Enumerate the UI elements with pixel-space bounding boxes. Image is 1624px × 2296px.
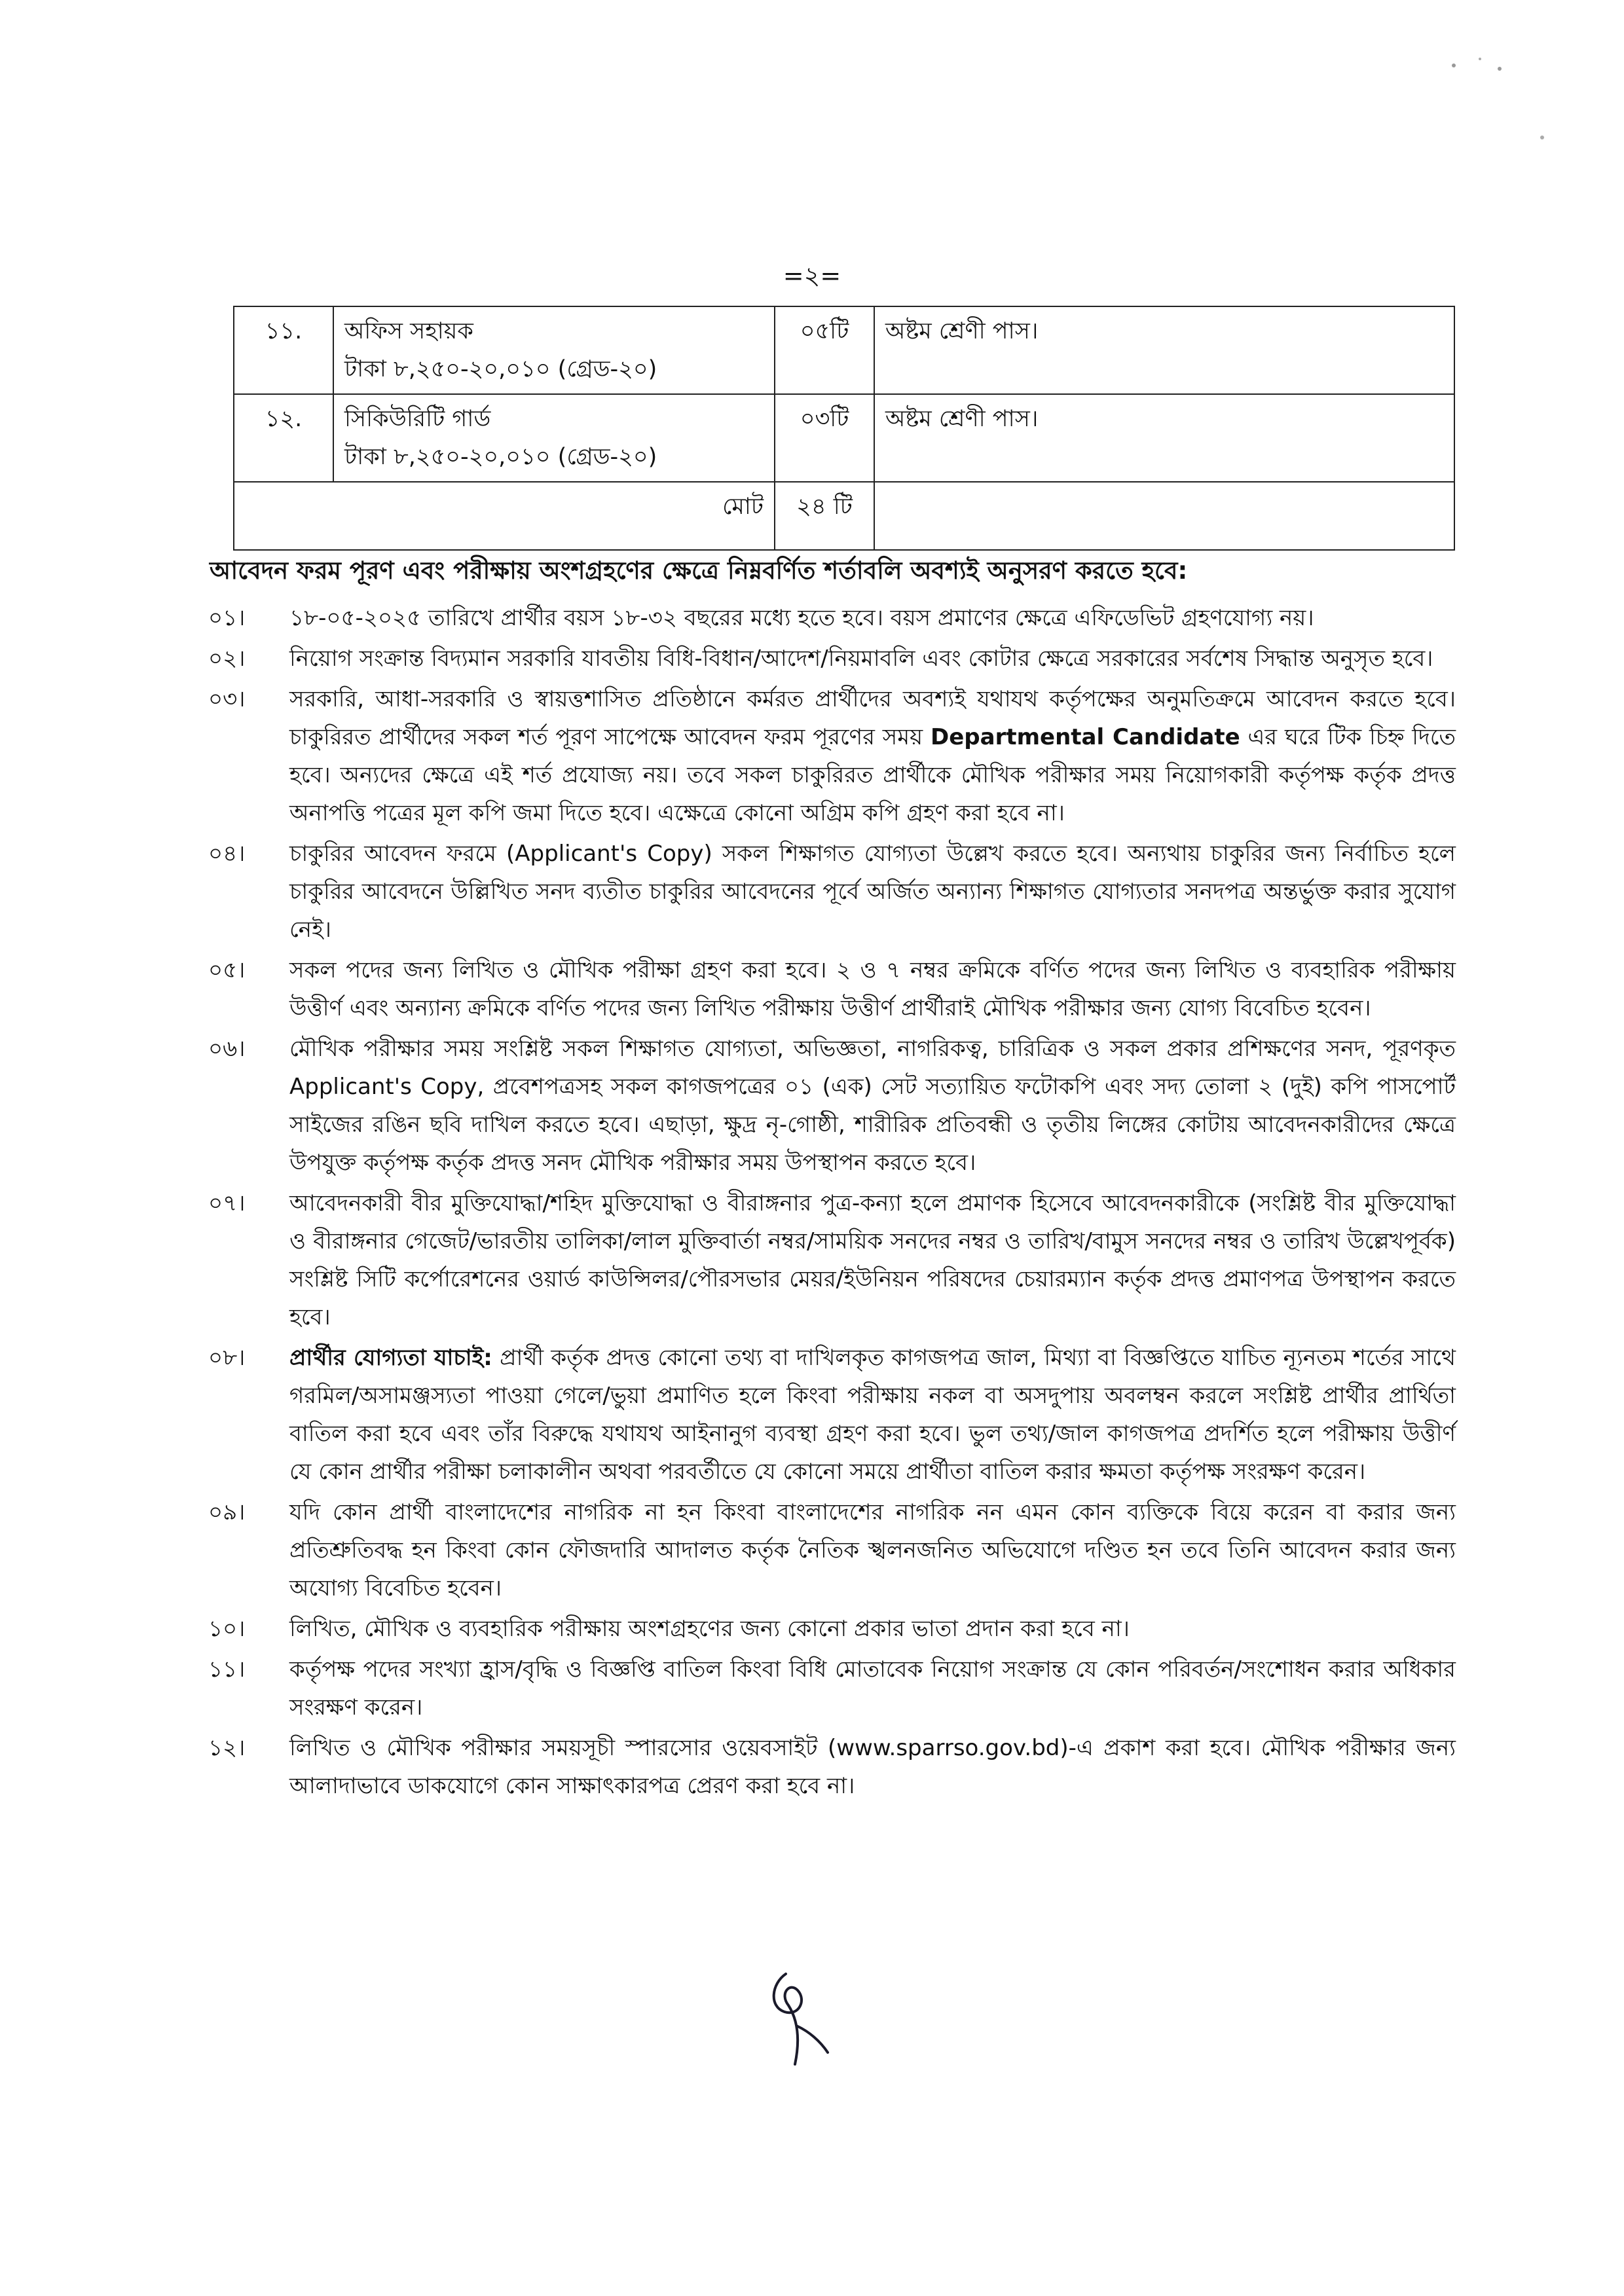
post-title: অফিস সহায়ক [344,318,473,344]
departmental-candidate-label: Departmental Candidate [931,724,1240,750]
condition-text: মৌখিক পরীক্ষার সময় সংশ্লিষ্ট সকল শিক্ষাগত যোগ্যতা, অভিজ্ঞতা, নাগরিকত্ব, চারিত্রিক ও সকল প্রকার প্রশিক্ষণের সনদ, পূরণকৃত Applicant's Copy, প্রবেশপত্রসহ সকল কাগজপত্রের ০১ (এক) সেট সত্যায়িত ফটোকপি এবং সদ্য তোলা ২ (দুই) কপি পাসপোর্ট সাইজের রঙিন ছবি দাখিল করতে হবে। এছাড়া, ক্ষুদ্র নৃ-গোষ্ঠী, শারীরিক প্রতিবন্ধী ও তৃতীয় লিঙ্গের কোটায় আবেদনকারীদের ক্ষেত্রে উপযুক্ত কর্তৃপক্ষ কর্তৃক প্রদত্ত সনদ মৌখিক পরীক্ষার সময় উপস্থাপন করতে হবে। [289,1036,1456,1176]
condition-item [208,835,1456,949]
post-pay-scale: টাকা ৮,২৫০-২০,০১০ (গ্রেড-২০) [344,356,657,382]
condition-text: সকল পদের জন্য লিখিত ও মৌখিক পরীক্ষা গ্রহণ করা হবে। ২ ও ৭ নম্বর ক্রমিকে বর্ণিত পদের জন্য লিখিত ও ব্যবহারিক পরীক্ষায় উত্তীর্ণ এবং অন্যান্য ক্রমিকে বর্ণিত পদের জন্য লিখিত পরীক্ষায় উত্তীর্ণ প্রার্থীরাই মৌখিক পরীক্ষার জন্য যোগ্য বিবেচিত হবেন। [289,957,1456,1021]
condition-item [208,1339,1456,1491]
post-serial: ১১. [234,306,333,394]
condition-number: ০৪। [208,841,246,867]
condition-number: ১০। [208,1616,246,1642]
condition-number: ০৬। [208,1036,246,1062]
post-pay-scale: টাকা ৮,২৫০-২০,০১০ (গ্রেড-২০) [344,444,657,470]
condition-item [208,1493,1456,1607]
condition-item [208,1184,1456,1336]
condition-number: ০১। [208,605,246,631]
condition-number: ০৩। [208,686,246,712]
condition-number: ০৯। [208,1499,246,1525]
condition-text: লিখিত, মৌখিক ও ব্যবহারিক পরীক্ষায় অংশগ্রহণের জন্য কোনো প্রকার ভাতা প্রদান করা হবে না। [289,1616,1130,1642]
post-cell [333,394,775,482]
condition-text: যদি কোন প্রার্থী বাংলাদেশের নাগরিক না হন কিংবা বাংলাদেশের নাগরিক নন এমন কোন ব্যক্তিকে বিয়ে করেন বা করার জন্য প্রতিশ্রুতিবদ্ধ হন কিংবা কোন ফৌজদারি আদালত কর্তৃক নৈতিক স্খলনজনিত অভিযোগে দণ্ডিত হন তবে তিনি আবেদন করার জন্য অযোগ্য বিবেচিত হবেন। [289,1499,1456,1601]
condition-item [208,1030,1456,1182]
condition-item [208,680,1456,832]
condition-text: চাকুরির আবেদন ফরমে (Applicant's Copy) সকল শিক্ষাগত যোগ্যতা উল্লেখ করতে হবে। অন্যথায় চাকুরির জন্য নির্বাচিত হলে চাকুরির আবেদনে উল্লিখিত সনদ ব্যতীত চাকুরির আবেদনের পূর্বে অর্জিত অন্যান্য শিক্ষাগত যোগ্যতার সনদপত্র অন্তর্ভুক্ত করার সুযোগ নেই। [289,841,1456,943]
condition-item [208,599,1456,637]
post-count: ০৩টি [775,394,874,482]
condition-number: ০৭। [208,1190,246,1216]
table-row [234,394,1454,482]
scan-specks [1441,39,1585,170]
post-cell [333,306,775,394]
condition-item [208,640,1456,678]
posts-table [233,306,1455,551]
post-qualification: অষ্টম শ্রেণী পাস। [874,394,1454,482]
condition-text [289,1339,1456,1491]
condition-item [208,1729,1456,1805]
condition-number: ১২। [208,1735,246,1761]
condition-number: ১১। [208,1656,246,1683]
post-title: সিকিউরিটি গার্ড [344,406,491,432]
condition-text: ১৮-০৫-২০২৫ তারিখে প্রার্থীর বয়স ১৮-৩২ বছরের মধ্যে হতে হবে। বয়স প্রমাণের ক্ষেত্রে এফিডেভিট গ্রহণযোগ্য নয়। [289,605,1314,631]
condition-item [208,951,1456,1027]
condition-item [208,1610,1456,1648]
condition-item [208,1650,1456,1726]
post-count: ০৫টি [775,306,874,394]
conditions-list [208,599,1456,1808]
condition-text: কর্তৃপক্ষ পদের সংখ্যা হ্রাস/বৃদ্ধি ও বিজ্ঞপ্তি বাতিল কিংবা বিধি মোতাবেক নিয়োগ সংক্রান্ত যে কোন পরিবর্তন/সংশোধন করার অধিকার সংরক্ষণ করেন। [289,1656,1456,1721]
condition-text-part: প্রার্থী কর্তৃক প্রদত্ত কোনো তথ্য বা দাখিলকৃত কাগজপত্র জাল, মিথ্যা বা বিজ্ঞপ্তিতে যাচিত ন্যূনতম শর্তের সাথে গরমিল/অসামঞ্জস্যতা পাওয়া গেলে/ভুয়া প্রমাণিত হলে কিংবা পরীক্ষায় নকল বা অসদুপায় অবলম্বন করলে সংশ্লিষ্ট প্রার্থীর প্রার্থিতা বাতিল করা হবে এবং তাঁর বিরুদ্ধে যথাযথ আইনানুগ ব্যবস্থা গ্রহণ করা হবে। ভুল তথ্য/জাল কাগজপত্র প্রদর্শিত হলে পরীক্ষায় উত্তীর্ণ যে কোন প্রার্থীর পরীক্ষা চলাকালীন অথবা পরবর্তীতে যে কোনো সময়ে প্রার্থীতা বাতিল করার ক্ষমতা কর্তৃপক্ষ সংরক্ষণ করেন। [289,1345,1456,1485]
condition-text-part: এর ঘরে টিক চিহ্ন দিতে হবে। অন্যদের ক্ষেত্রে এই শর্ত প্রযোজ্য নয়। তবে সকল চাকুরিরত প্রার্থীকে মৌখিক পরীক্ষার সময় নিয়োগকারী কর্তৃপক্ষ কর্তৃক প্রদত্ত অনাপত্তি পত্রের মূল কপি জমা দিতে হবে। এক্ষেত্রে কোনো অগ্রিম কপি গ্রহণ করা হবে না। [289,724,1456,826]
condition-text: আবেদনকারী বীর মুক্তিযোদ্ধা/শহিদ মুক্তিযোদ্ধা ও বীরাঙ্গনার পুত্র-কন্যা হলে প্রমাণক হিসেবে আবেদনকারীকে (সংশ্লিষ্ট বীর মুক্তিযোদ্ধা ও বীরাঙ্গনার গেজেট/ভারতীয় তালিকা/লাল মুক্তিবার্তা নম্বর/সাময়িক সনদের নম্বর ও তারিখ/বামুস সনদের নম্বর ও তারিখ উল্লেখপূর্বক) সংশ্লিষ্ট সিটি কর্পোরেশনের ওয়ার্ড কাউন্সিলর/পৌরসভার মেয়র/ইউনিয়ন পরিষদের চেয়ারম্যান কর্তৃক প্রদত্ত প্রমাণপত্র উপস্থাপন করতে হবে। [289,1190,1456,1330]
conditions-heading: আবেদন ফরম পূরণ এবং পরীক্ষায় অংশগ্রহণের ক্ষেত্রে নিম্নবর্ণিত শর্তাবলি অবশ্যই অনুসরণ করতে হবে: [210,556,1188,585]
condition-number: ০৮। [208,1345,246,1371]
signature-image [760,1954,838,2072]
total-count: ২৪ টি [775,482,874,550]
condition-text: লিখিত ও মৌখিক পরীক্ষার সময়সূচী স্পারসোর ওয়েবসাইট (www.sparrso.gov.bd)-এ প্রকাশ করা হবে। মৌখিক পরীক্ষার জন্য আলাদাভাবে ডাকযোগে কোন সাক্ষাৎকারপত্র প্রেরণ করা হবে না। [289,1735,1456,1799]
condition-text: নিয়োগ সংক্রান্ত বিদ্যমান সরকারি যাবতীয় বিধি-বিধান/আদেশ/নিয়মাবলি এবং কোটার ক্ষেত্রে সরকারের সর্বশেষ সিদ্ধান্ত অনুসৃত হবে। [289,646,1433,672]
condition-text [289,680,1456,832]
eligibility-check-label: প্রার্থীর যোগ্যতা যাচাই: [289,1345,492,1371]
page-number: =২= [783,261,841,290]
table-row [234,306,1454,394]
total-label: মোট [234,482,775,550]
post-serial: ১২. [234,394,333,482]
table-total-row [234,482,1454,550]
condition-number: ০৫। [208,957,246,983]
post-qualification: অষ্টম শ্রেণী পাস। [874,306,1454,394]
total-empty-cell [874,482,1454,550]
condition-number: ০২। [208,646,246,672]
condition-text-part: সরকারি, আধা-সরকারি ও স্বায়ত্তশাসিত প্রতিষ্ঠানে কর্মরত প্রার্থীদের অবশ্যই যথাযথ কর্তৃপক্ষের অনুমতিক্রমে আবেদন করতে হবে। চাকুরিরত প্রার্থীদের সকল শর্ত পূরণ সাপেক্ষে আবেদন ফরম পূরণের সময় [289,686,1456,750]
